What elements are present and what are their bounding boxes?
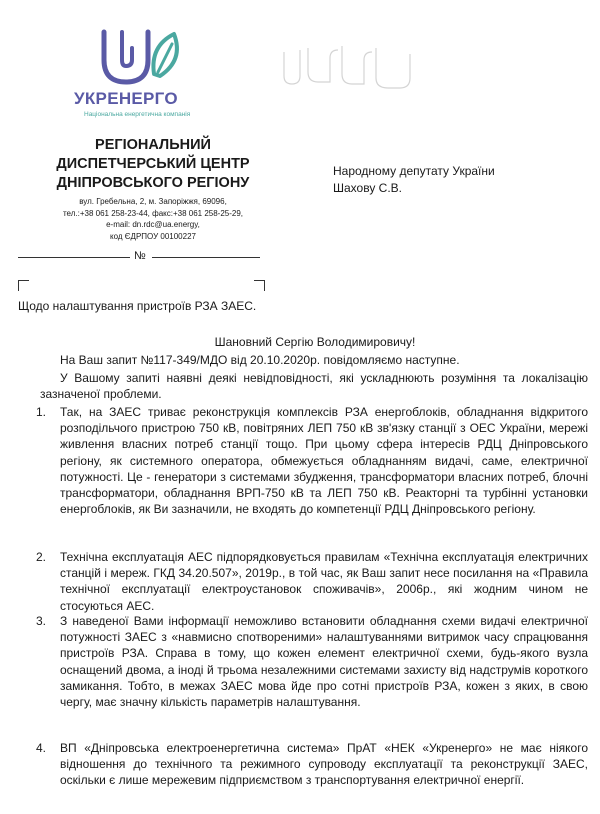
registration-number-line (152, 257, 260, 258)
salutation: Шановний Сергію Володимировичу! (214, 335, 416, 349)
brand-tagline: Національна енергетична компанія (84, 111, 191, 118)
list-item-text: ВП «Дніпровська електроенергетична система» ПрАТ «НЕК «Укренерго» не має ніякого відношення до технічного та режимного супроводу експлуатації та реконструкції ЗАЕС, оскільки є лише мережевим підприємством з транспортування електричної енергії. (60, 741, 588, 788)
registration-date-line (18, 257, 130, 258)
list-item-number: 2. (36, 550, 47, 564)
list-item-text: Технічна експлуатація АЕС підпорядковується правилам «Технічна експлуатація електричних станцій і мереж. ГКД 34.20.507», 2019р., в той час, як Ваш запит несе посилання на «Правила технічної експлуатації електроустановок споживачів», 2006р., які жодним чином не стосуються АЕС. (60, 550, 588, 613)
brand-name: УКРЕНЕРГО (74, 89, 178, 108)
list-item-number: 4. (36, 741, 47, 755)
list-item-number: 1. (36, 405, 47, 419)
intro-paragraph-1: На Ваш запит №117-349/МДО від 20.10.2020р. повідомляємо наступне. (60, 353, 460, 367)
registration-number-sign: № (134, 250, 146, 262)
email-line: e-mail: dn.rdc@ua.energy, (106, 220, 200, 229)
signature-watermark (280, 38, 425, 100)
org-name-line-2: ДИСПЕТЧЕРСЬКИЙ ЦЕНТР (56, 156, 250, 172)
subject-bracket-right (254, 280, 265, 291)
list-item-number: 3. (36, 614, 47, 628)
phone-fax-line: тел.:+38 061 258-23-44, факс:+38 061 258-25-29, (62, 208, 244, 218)
intro-paragraph-2: У Вашому запиті наявні деякі невідповідності, які ускладнюють розуміння та локалізацію зазначеної проблеми. (40, 371, 588, 402)
subject-bracket-left (18, 280, 29, 291)
org-name-line-1: РЕГІОНАЛЬНИЙ (95, 137, 211, 153)
recipient-title: Народному депутату України (333, 164, 495, 178)
address-line: вул. Гребельна, 2, м. Запоріжжя, 69096, (79, 197, 227, 206)
list-item-text: Так, на ЗАЕС триває реконструкція комплексів РЗА енергоблоків, обладнання відкритого розподільчого пристрою 750 кВ, повітряних ЛЕП 750 кВ зв'язку станції з ОЕС України, мережі живлення власних потреб станції тощо. При цьому сфера інтересів РДЦ Дніпровського регіону, як системного оператора, обмежується обладнанням видачі, саме, електричної потужності. Це - генератори з системами збудження, трансформатори власних потреб, блочні трансформатори, обладнання ВРП-750 кВ та ЛЕП 750 кВ. Реакторні та турбінні установки енергоблоків, як Ви зазначили, не входять до компетенції РДЦ Дніпровського регіону. (60, 405, 588, 517)
list-item (36, 549, 588, 614)
list-item-text: З наведеної Вами інформації неможливо встановити обладнання схеми видачі електричної потужності ЗАЕС з «навмисно спотвореними» налаштуваннями витримок часу спрацювання пристроїв РЗА. Справа в тому, що кожен елемент електричної схеми, будь-якого вузла оснащений двома, а іноді й трьома незалежними системами захисту від надструмів короткого замикання. Тобто, в межах ЗАЕС мова йде про сотні пристроїв РЗА, кожен з яких, в свою чергу, має значну кількість параметрів налаштування. (60, 614, 588, 710)
list-item (36, 404, 588, 517)
edrpou-code-line: код ЄДРПОУ 00100227 (110, 231, 196, 241)
org-name-line-3: ДНІПРОВСЬКОГО РЕГІОНУ (56, 175, 250, 191)
ukrenergo-logo (92, 24, 192, 90)
letter-subject: Щодо налаштування пристроїв РЗА ЗАЕС. (18, 299, 257, 313)
list-item (36, 613, 588, 710)
list-item (36, 740, 588, 789)
recipient-name: Шахову С.В. (333, 181, 402, 195)
